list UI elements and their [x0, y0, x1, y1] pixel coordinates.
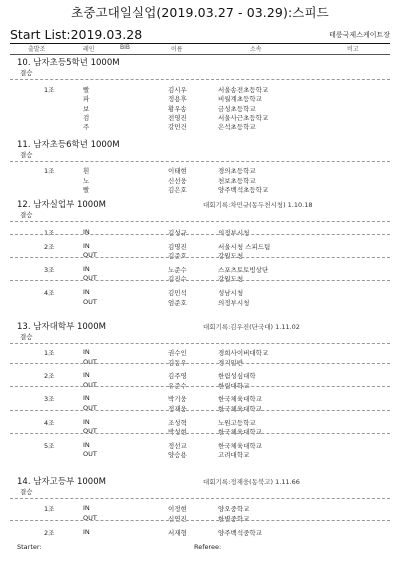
entry-row [10, 371, 390, 380]
event-divider [10, 79, 390, 80]
entry-row [10, 166, 390, 175]
entry-group: 1조 [44, 167, 55, 175]
entry-row [10, 514, 390, 523]
entry-row [10, 274, 390, 283]
entry-lane: OUT [83, 274, 97, 283]
entry-name: 노준수 [168, 265, 187, 274]
event-divider [10, 221, 390, 222]
entry-lane: IN [83, 371, 90, 380]
entry-team: 경의초등학교 [218, 167, 256, 175]
entry-name: 김진수 [168, 275, 187, 284]
entry-lane: OUT [83, 404, 97, 412]
col-team: 소속 [250, 46, 262, 53]
entry-name: 권수인 [168, 349, 187, 357]
entry-name: 강민건 [168, 123, 187, 132]
entry-lane: OUT [83, 514, 97, 522]
event-title: 13. 남자대학부 1000M [17, 322, 106, 332]
event-record: 대회기록:김우진(단국대) 1.11.02 [203, 323, 300, 331]
event-round: 결승 [20, 151, 33, 159]
group-divider [10, 433, 390, 434]
entry-row [10, 228, 390, 237]
entry-row [10, 298, 390, 307]
entry-team: 한국체육대학교 [218, 441, 262, 450]
group-divider [10, 257, 390, 258]
entry-lane: 파 [83, 95, 90, 104]
event-title: 14. 남자고등부 1000M [17, 477, 106, 487]
entry-lane: 주 [83, 123, 90, 132]
entry-group: 1조 [44, 229, 55, 237]
event-round: 결승 [20, 333, 33, 341]
entry-row [10, 94, 390, 103]
sub-header [10, 27, 390, 43]
entry-name: 정재웅 [168, 405, 187, 413]
entry-lane: IN [83, 528, 90, 536]
entry-lane: IN [83, 228, 90, 236]
group-divider [10, 234, 390, 235]
entry-team: 비월계초등학교 [218, 95, 262, 104]
entry-row [10, 358, 390, 367]
entry-row [10, 122, 390, 131]
entry-lane: IN [83, 440, 90, 449]
entry-row [10, 85, 390, 94]
entry-group: 2조 [44, 242, 55, 251]
entry-row [10, 528, 390, 537]
entry-group: 3조 [44, 265, 55, 274]
entry-name: 조성혁 [168, 418, 187, 427]
event-title: 10. 남자초등5학년 1000M [17, 58, 120, 68]
entry-row [10, 348, 390, 357]
entry-name: 양승용 [168, 451, 187, 460]
entry-team: 경기일반 [218, 358, 244, 367]
event-record: 대회기록:정재웅(동북고) 1.11.66 [203, 478, 300, 486]
entry-name: 정용후 [168, 95, 187, 104]
entry-name: 이정현 [168, 505, 187, 513]
page-title: 초중고대일실업(2019.03.27 - 03.29):스피드 [71, 5, 329, 20]
entry-row [10, 504, 390, 513]
entry-team: 스포츠토토빙상단 [218, 265, 269, 274]
entry-team: 강원도청 [218, 275, 244, 284]
group-divider [10, 386, 390, 387]
entry-lane: IN [83, 417, 90, 426]
entry-group: 4조 [44, 289, 55, 297]
entry-row [10, 288, 390, 297]
entry-name: 전영진 [168, 113, 187, 122]
entry-team: 서울시청 스피드팀 [218, 242, 271, 251]
entry-row [10, 450, 390, 459]
entry-team: 양오중학교 [218, 505, 250, 513]
entry-group: 1조 [44, 86, 55, 94]
entry-lane: IN [83, 394, 90, 403]
entry-name: 신연진 [168, 515, 187, 523]
entry-team: 금성초등학교 [218, 104, 256, 113]
entry-team: 한림대학교 [218, 381, 250, 390]
col-note: 비고 [347, 46, 359, 53]
entry-name: 김동우 [168, 358, 187, 367]
group-divider [10, 410, 390, 411]
entry-name: 김은호 [168, 186, 187, 194]
event-round: 결승 [20, 488, 33, 496]
entry-team: 한국체육대학교 [218, 405, 262, 413]
event-divider [10, 498, 390, 499]
entry-name: 엄준호 [168, 298, 187, 307]
entry-lane: 노 [83, 176, 90, 185]
entry-lane: 빨 [83, 186, 90, 194]
entry-group: 1조 [44, 505, 55, 513]
entry-row [10, 394, 390, 403]
col-lane: 레인 [83, 46, 95, 53]
entry-team: 한별중학교 [218, 515, 250, 523]
entry-row [10, 404, 390, 413]
entry-name: 신선웅 [168, 176, 187, 185]
entry-team: 노원고등학교 [218, 418, 256, 427]
entry-team: 성남시청 [218, 289, 244, 297]
entry-team: 한국체육대학교 [218, 395, 262, 404]
event-title: 12. 남자실업부 1000M [17, 200, 106, 210]
entry-name: 이태현 [168, 167, 187, 175]
group-divider [10, 363, 390, 364]
entry-team: 은석초등학교 [218, 123, 256, 132]
entry-lane: IN [83, 288, 90, 296]
entry-lane: IN [83, 504, 90, 512]
entry-team: 고려대학교 [218, 451, 250, 460]
entry-name: 김명진 [168, 242, 187, 251]
entry-group: 1조 [44, 349, 55, 357]
entry-row [10, 381, 390, 390]
column-rule [10, 54, 390, 55]
event-title: 11. 남자초등6학년 1000M [17, 140, 120, 150]
entry-group: 2조 [44, 529, 55, 537]
entry-group: 4조 [44, 418, 55, 427]
entry-lane: 보 [83, 104, 90, 113]
entry-name: 박성현 [168, 428, 187, 437]
entry-lane: IN [83, 241, 90, 250]
entry-name: 정선교 [168, 441, 187, 450]
entry-lane: IN [83, 264, 90, 273]
event-divider [10, 343, 390, 344]
entry-name: 김시우 [168, 86, 187, 94]
group-divider [10, 280, 390, 281]
entry-team: 한림성심대학 [218, 372, 256, 381]
entry-team: 강원도청 [218, 252, 244, 261]
entry-row [10, 251, 390, 260]
entry-row [10, 418, 390, 427]
entry-team: 양주백석중학교 [218, 529, 262, 537]
entry-row [10, 427, 390, 436]
column-header-row [10, 44, 390, 53]
start-list-date: Start List:2019.03.28 [10, 27, 143, 42]
col-bib: BIB [120, 44, 131, 51]
col-group: 출발조 [28, 46, 46, 53]
entry-team: 경희사이버대학교 [218, 349, 269, 357]
entry-row [10, 242, 390, 251]
entry-lane: OUT [83, 297, 97, 306]
entry-name: 서재형 [168, 529, 187, 537]
entry-lane: OUT [83, 427, 97, 436]
entry-lane: IN [83, 348, 90, 356]
entry-team: 의정부시청 [218, 229, 250, 237]
entry-lane: 검 [83, 113, 90, 122]
referee-label: Referee: [194, 543, 222, 551]
entry-team: 천보초등학교 [218, 176, 256, 185]
event-round: 결승 [20, 211, 33, 219]
entry-row [10, 265, 390, 274]
entry-lane: OUT [83, 251, 97, 260]
venue: 태릉국제스케이트장 [329, 31, 390, 39]
entry-name: 박기웅 [168, 395, 187, 404]
entry-team: 서울사근초등학교 [218, 113, 269, 122]
entry-team: 양주백석초등학교 [218, 186, 269, 194]
entry-name: 유준수 [168, 381, 187, 390]
event-divider [10, 161, 390, 162]
entry-lane: 흰 [83, 167, 90, 175]
entry-lane: OUT [83, 450, 97, 459]
starter-label: Starter: [17, 543, 42, 551]
entry-row [10, 441, 390, 450]
entry-group: 3조 [44, 395, 55, 404]
event-round: 결승 [20, 69, 33, 77]
entry-lane: OUT [83, 380, 97, 389]
entry-lane: 빨 [83, 86, 90, 94]
entry-name: 김준호 [168, 252, 187, 261]
entry-row [10, 176, 390, 185]
entry-name: 김민석 [168, 289, 187, 297]
event-record: 대회기록:차민규(동두천시청) 1.10.18 [203, 201, 313, 209]
entry-team: 의정부시청 [218, 298, 250, 307]
entry-row [10, 104, 390, 113]
entry-row [10, 185, 390, 194]
entry-name: 황우송 [168, 104, 187, 113]
entry-name: 김주영 [168, 372, 187, 381]
group-divider [10, 520, 390, 521]
entry-lane: OUT [83, 357, 97, 366]
entry-group: 5조 [44, 441, 55, 450]
entry-name: 김성규 [168, 229, 187, 237]
entry-group: 2조 [44, 372, 55, 381]
entry-team: 서울송전초등학교 [218, 86, 269, 94]
entry-team: 한국체육대학교 [218, 428, 262, 437]
entry-row [10, 113, 390, 122]
col-name: 이름 [171, 46, 183, 53]
